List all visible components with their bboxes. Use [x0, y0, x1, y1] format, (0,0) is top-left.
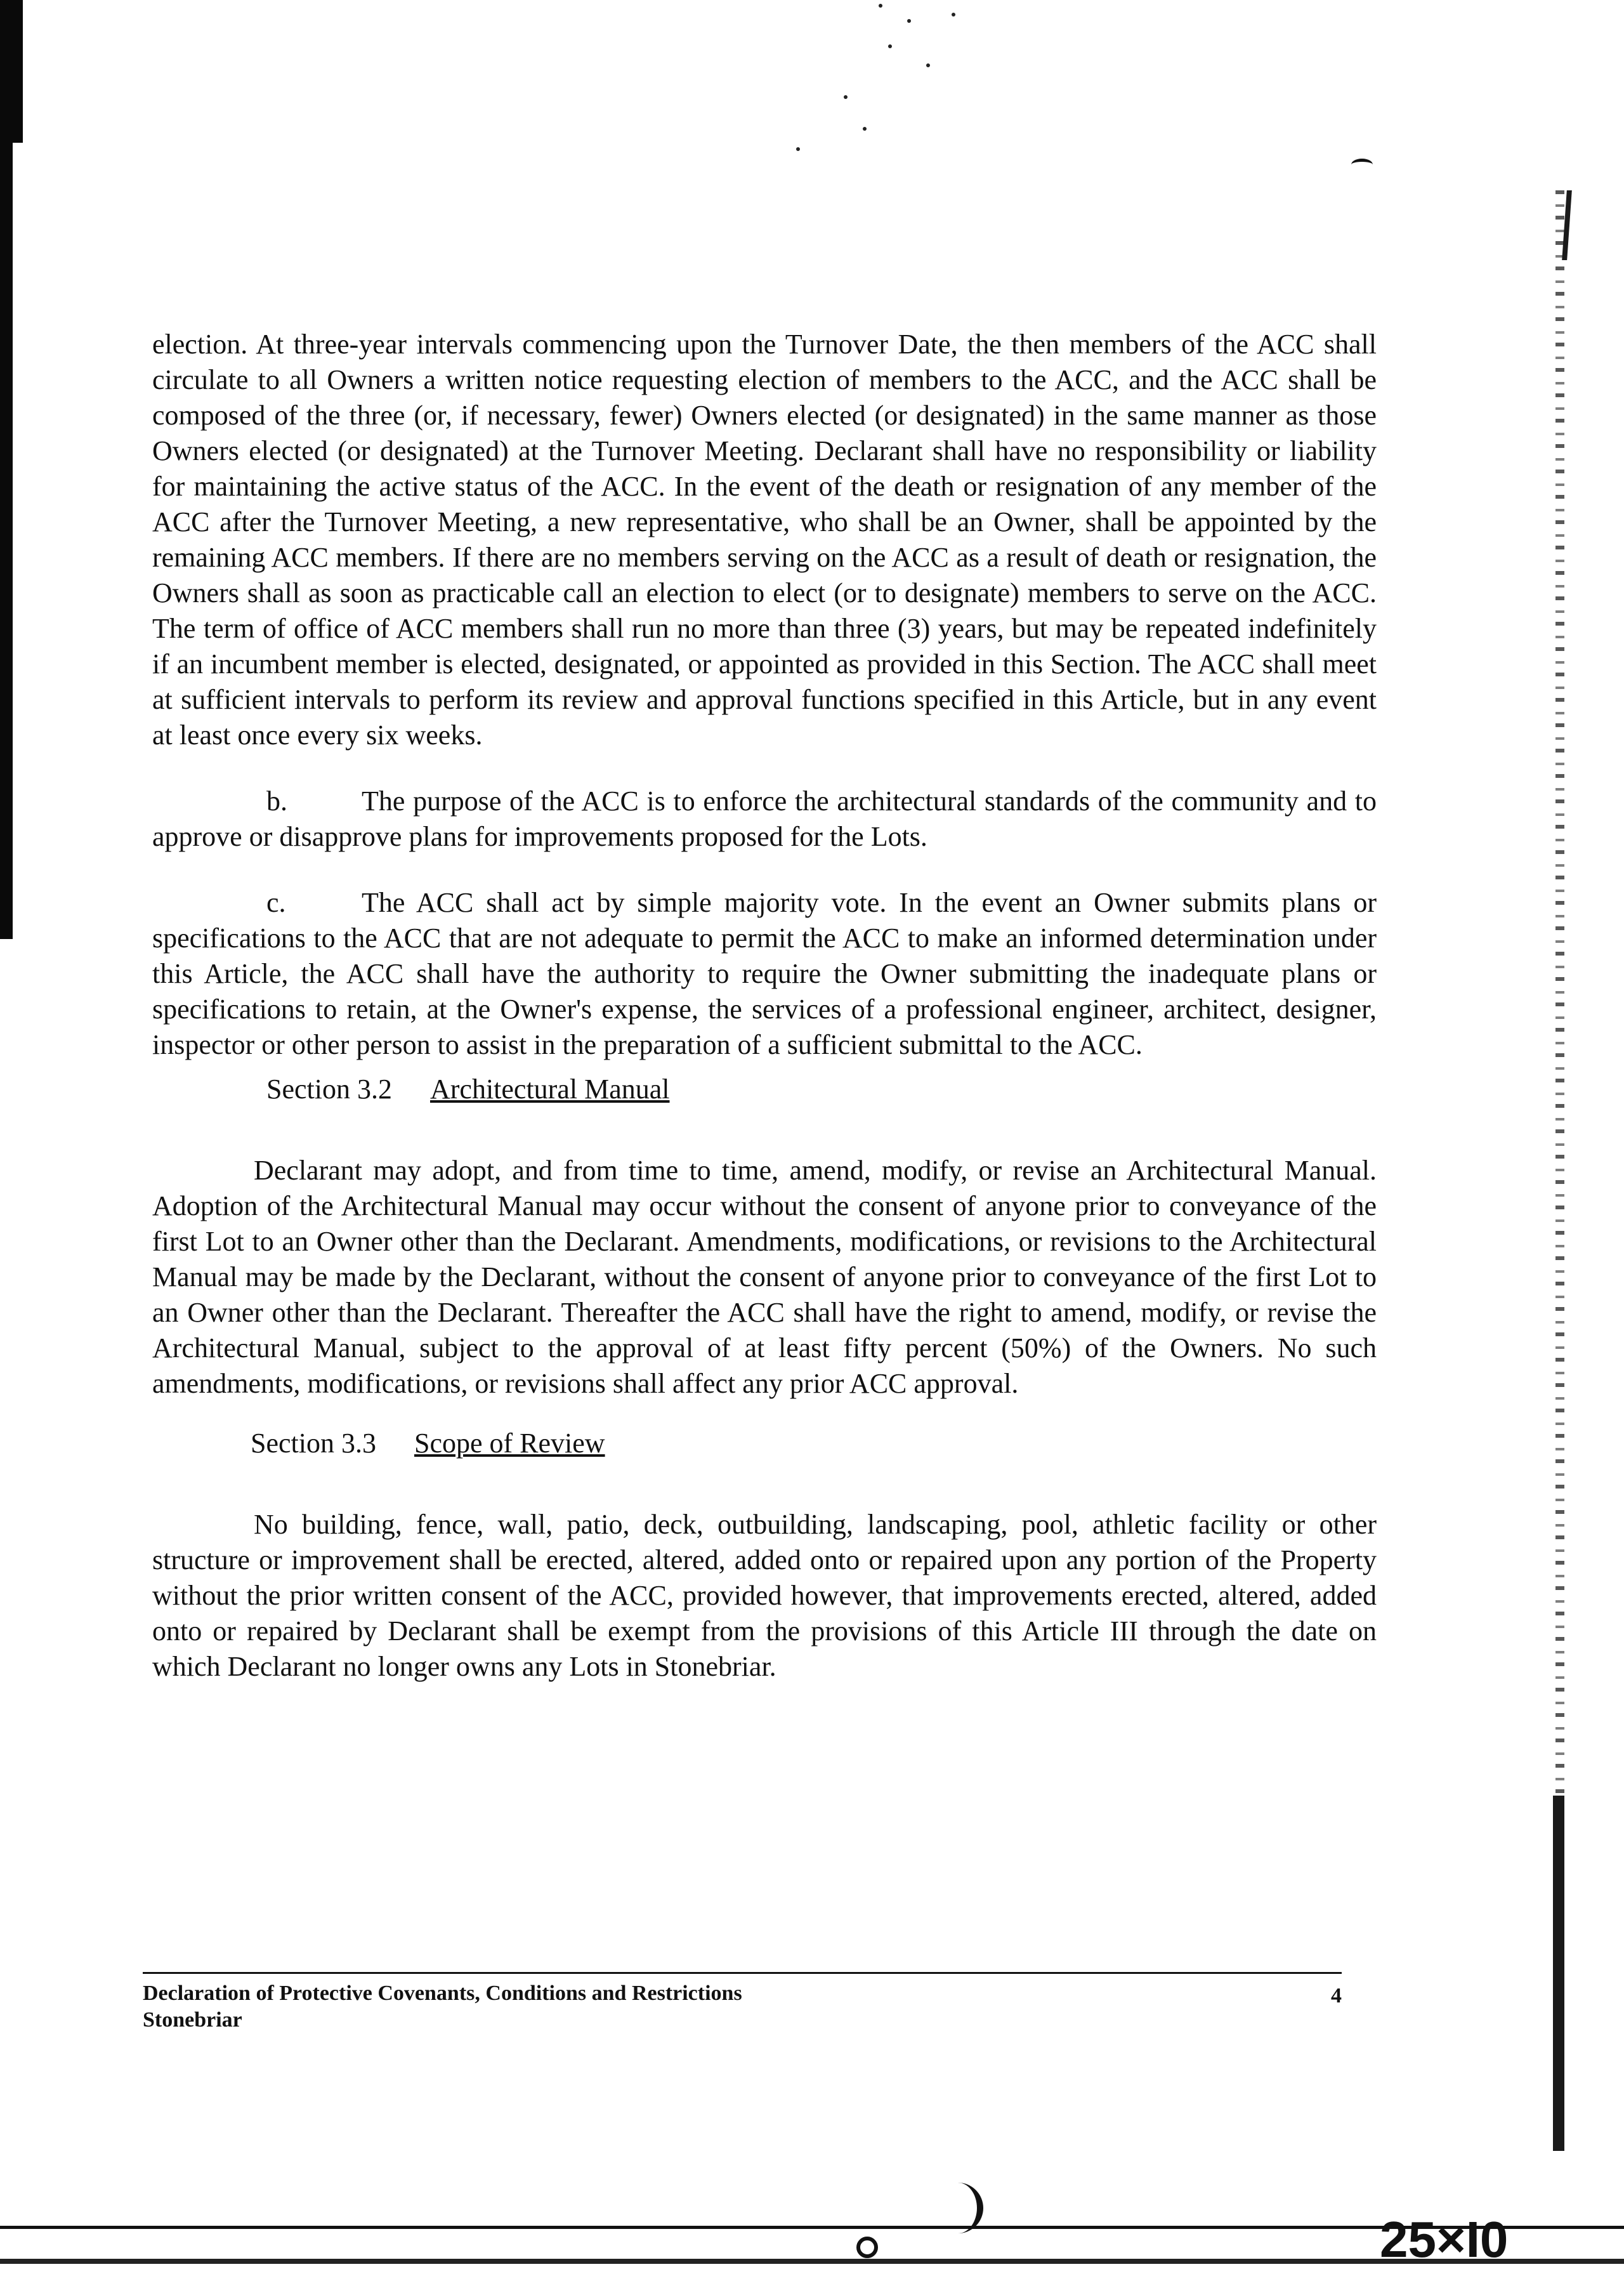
subsection-b: [152, 784, 1377, 855]
section-3-2-title: Architectural Manual: [429, 1074, 670, 1105]
document-body: [152, 327, 1377, 1709]
paragraph-election: election. At three-year intervals commencing upon the Turnover Date, the then members of the ACC shall circulate to all Owners a written notice requesting election of members to the ACC, and the ACC shall be composed of the three (or, if necessary, fewer) Owners elected (or designated) in the same manner as those Owners elected (or designated) at the Turnover Meeting. Declarant shall have no responsibility or liability for maintaining the active status of the ACC. In the event of the death or resignation of any member of the ACC after the Turnover Meeting, a new representative, who shall be an Owner, shall be appointed by the remaining ACC members. If there are no members serving on the ACC as a result of death or resignation, the Owners shall as soon as practicable call an election to elect (or to designate) members to serve on the ACC. The term of office of ACC members shall run no more than three (3) years, but may be repeated indefinitely if an incumbent member is elected, designated, or appointed as provided in this Section. The ACC shall meet at sufficient intervals to perform its review and approval functions specified in this Article, but in any event at least once every six weeks.: [152, 329, 1377, 751]
section-3-2-text: Declarant may adopt, and from time to time, amend, modify, or revise an Architectural Manual. Adoption of the Architectural Manual may occur without the consent of anyone prior to conveyance of the first Lot to an Owner other than the Declarant. Amendments, modifications, or revisions to the Architectural Manual may be made by the Declarant, without the consent of anyone prior to conveyance of the first Lot to an Owner other than the Declarant. Thereafter the ACC shall have the right to amend, modify, or revise the Architectural Manual, subject to the approval of at least fifty percent (50%) of the Owners. No such amendments, modifications, or revisions shall affect any prior ACC approval.: [152, 1155, 1377, 1399]
subsection-c-letter: c.: [266, 887, 286, 918]
page-number: 4: [1331, 1984, 1342, 2008]
scan-mark-arc: [1351, 159, 1373, 171]
page-footer: [143, 1972, 1342, 2034]
section-3-3-heading: [251, 1426, 1377, 1461]
subsection-b-letter: b.: [266, 785, 287, 817]
scan-speck: [844, 95, 848, 99]
scan-speck: [863, 127, 867, 131]
subsection-c-text: The ACC shall act by simple majority vote. In the event an Owner submits plans or specifications to the ACC that are not adequate to permit the ACC to make an informed determination under this Article, the ACC shall have the authority to require the Owner submitting the inadequate plans or specifications to retain, at the Owner's expense, the services of a professional engineer, architect, designer, inspector or other person to assist in the preparation of a sufficient submittal to the ACC.: [152, 887, 1377, 1060]
subsection-c: [152, 885, 1377, 1063]
scan-speck: [907, 19, 911, 23]
scan-speck: [888, 44, 892, 48]
scan-speck: [926, 63, 930, 67]
scan-speck: [796, 147, 800, 151]
footer-subtitle: Stonebriar: [143, 2008, 242, 2032]
scan-circle-mark: [856, 2237, 878, 2258]
scan-edge-right-bottom: [1553, 1796, 1564, 2151]
scan-speck: [952, 13, 955, 16]
frame-counter: 25×I0: [1380, 2211, 1509, 2268]
section-3-3-title: Scope of Review: [414, 1428, 605, 1459]
section-3-3-text: No building, fence, wall, patio, deck, outbuilding, landscaping, pool, athletic facility or other structure or improvement shall be erected, altered, added onto or repaired upon any portion of the Property without the prior written consent of the ACC, provided however, that improvements erected, altered, added onto or repaired by Declarant shall be exempt from the provisions of this Article III through the date on which Declarant no longer owns any Lots in Stonebriar.: [152, 1509, 1377, 1682]
footer-title: Declaration of Protective Covenants, Conditions and Restrictions: [143, 1982, 742, 2005]
scan-edge-left: [0, 0, 13, 939]
scan-speck: [879, 4, 882, 8]
section-3-2-number: Section 3.2: [266, 1074, 392, 1105]
section-3-3-number: Section 3.3: [251, 1428, 376, 1459]
section-3-2-heading: [266, 1072, 1377, 1107]
subsection-b-text: The purpose of the ACC is to enforce the architectural standards of the community and to approve or disapprove plans for improvements proposed for the Lots.: [152, 785, 1377, 852]
